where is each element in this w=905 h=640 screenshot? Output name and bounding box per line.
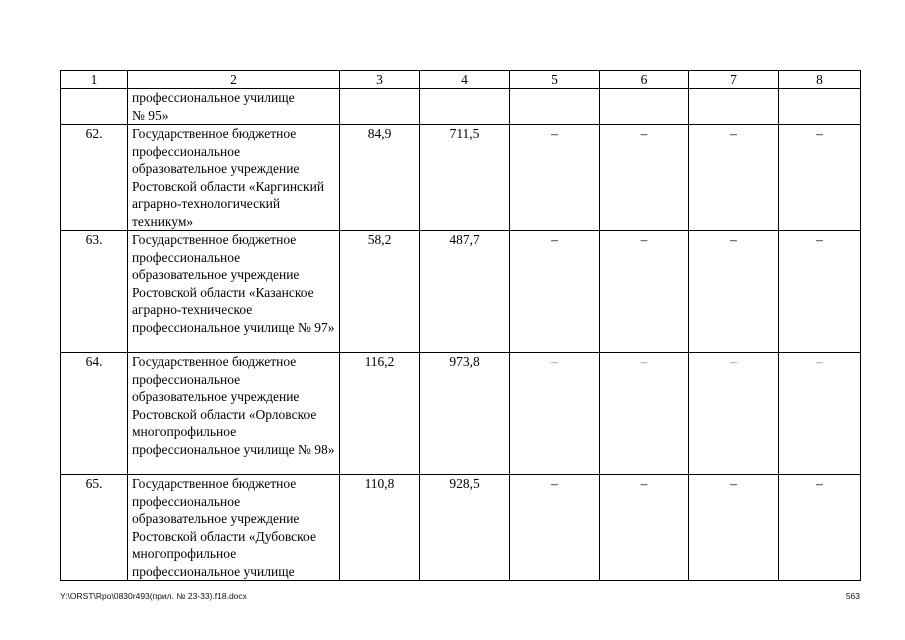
- name-cell: профессиональное училище № 95»: [128, 89, 340, 125]
- dash-cell: –: [600, 353, 689, 475]
- table-row: [61, 475, 861, 581]
- dash-cell: –: [510, 475, 600, 581]
- table-header-row: [61, 71, 861, 89]
- num-cell: 63.: [61, 231, 128, 353]
- value-cell: 116,2: [340, 353, 420, 475]
- header-cell: 4: [420, 71, 510, 89]
- name-cell: Государственное бюджетное профессиональное образовательное учреждение Ростовской области «Дубовское многопрофильное профессиональное училище: [128, 475, 340, 581]
- dash-cell: –: [600, 231, 689, 353]
- dash-cell: –: [689, 231, 779, 353]
- value-cell: 487,7: [420, 231, 510, 353]
- dash-cell: –: [779, 475, 861, 581]
- dash-cell: –: [689, 125, 779, 231]
- header-cell: 6: [600, 71, 689, 89]
- value-cell: 928,5: [420, 475, 510, 581]
- value-cell: [600, 89, 689, 125]
- num-cell: 64.: [61, 353, 128, 475]
- header-cell: 3: [340, 71, 420, 89]
- dash-cell: –: [689, 475, 779, 581]
- document-table: [60, 70, 861, 581]
- value-cell: 84,9: [340, 125, 420, 231]
- num-cell: 62.: [61, 125, 128, 231]
- value-cell: [340, 89, 420, 125]
- header-cell: 5: [510, 71, 600, 89]
- value-cell: 110,8: [340, 475, 420, 581]
- dash-cell: –: [510, 353, 600, 475]
- value-cell: [420, 89, 510, 125]
- dash-cell: –: [600, 475, 689, 581]
- dash-cell: –: [779, 125, 861, 231]
- dash-cell: –: [689, 353, 779, 475]
- header-cell: 8: [779, 71, 861, 89]
- dash-cell: –: [510, 231, 600, 353]
- value-cell: 711,5: [420, 125, 510, 231]
- value-cell: 973,8: [420, 353, 510, 475]
- table-row: [61, 353, 861, 475]
- name-cell: Государственное бюджетное профессиональное образовательное учреждение Ростовской области «Орловское многопрофильное профессиональное училище № 98»: [128, 353, 340, 475]
- dash-cell: –: [600, 125, 689, 231]
- table-row-continuation: [61, 89, 861, 125]
- page-number: 563: [845, 591, 860, 601]
- header-cell: 7: [689, 71, 779, 89]
- document-path: Y:\ORST\Rpo\0830r493(прил. № 23-33).f18.docx: [60, 591, 247, 601]
- num-cell: [61, 89, 128, 125]
- num-cell: 65.: [61, 475, 128, 581]
- dash-cell: –: [510, 125, 600, 231]
- table-row: [61, 231, 861, 353]
- dash-cell: –: [779, 231, 861, 353]
- dash-cell: –: [779, 353, 861, 475]
- value-cell: [689, 89, 779, 125]
- value-cell: [510, 89, 600, 125]
- header-cell: 2: [128, 71, 340, 89]
- name-cell: Государственное бюджетное профессиональное образовательное учреждение Ростовской области «Каргинский аграрно-технологический техникум»: [128, 125, 340, 231]
- value-cell: 58,2: [340, 231, 420, 353]
- header-cell: 1: [61, 71, 128, 89]
- value-cell: [779, 89, 861, 125]
- table-row: [61, 125, 861, 231]
- name-cell: Государственное бюджетное профессиональное образовательное учреждение Ростовской области «Казанское аграрно-техническое профессиональное училище № 97»: [128, 231, 340, 353]
